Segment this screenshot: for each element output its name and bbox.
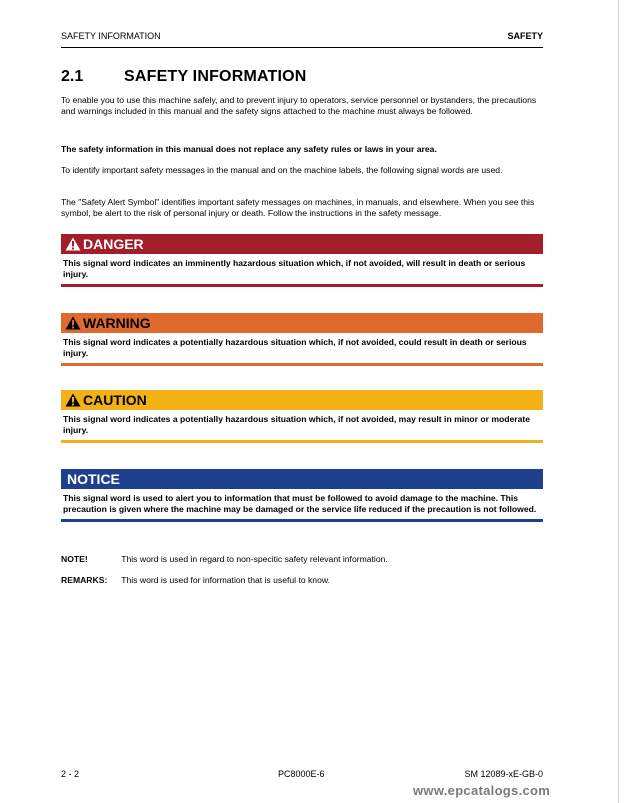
note-text: This word is used in regard to non-specitic safety relevant information. [121, 554, 388, 564]
danger-header [61, 234, 543, 254]
remarks-row [61, 575, 330, 585]
warning-header [61, 313, 543, 333]
laws-notice-paragraph: The safety information in this manual does not replace any safety rules or laws in your area. [61, 144, 437, 154]
document-number: SM 12089-xE-GB-0 [464, 769, 543, 779]
warning-triangle-icon [65, 393, 81, 407]
warning-label: WARNING [83, 315, 151, 331]
note-key: NOTE! [61, 554, 88, 564]
warning-block [61, 313, 543, 366]
caution-rule [61, 440, 543, 443]
note-row [61, 554, 388, 564]
running-header-right: SAFETY [507, 31, 543, 41]
notice-text: This signal word is used to alert you to information that must be followed to avoid damage to the machine. This precaution is given where the machine may be damaged or the service life reduced if the precaution is not followed. [63, 493, 537, 514]
danger-rule [61, 284, 543, 287]
caution-block [61, 390, 543, 443]
danger-block [61, 234, 543, 287]
section-title: SAFETY INFORMATION [124, 68, 307, 85]
running-header-left: SAFETY INFORMATION [61, 31, 161, 41]
header-divider [61, 47, 543, 48]
warning-triangle-icon [65, 316, 81, 330]
notice-rule [61, 519, 543, 522]
warning-rule [61, 363, 543, 366]
remarks-key: REMARKS: [61, 575, 108, 585]
signal-words-paragraph: To identify important safety messages in the manual and on the machine labels, the following signal words are used. [61, 165, 503, 175]
watermark: www.epcatalogs.com [413, 783, 551, 798]
warning-text: This signal word indicates a potentially hazardous situation which, if not avoided, could result in death or serious injury. [63, 337, 527, 358]
notice-header [61, 469, 543, 489]
notice-label: NOTICE [67, 471, 120, 487]
caution-text: This signal word indicates a potentially hazardous situation which, if not avoided, may result in minor or moderate injury. [63, 414, 531, 435]
section-number: 2.1 [61, 68, 84, 85]
caution-label: CAUTION [83, 392, 147, 408]
intro-paragraph: To enable you to use this machine safely, and to prevent injury to operators, service personnel or bystanders, the precautions and warnings included in this manual and the safety signs attached to the machine must always be followed. [61, 95, 537, 116]
danger-text: This signal word indicates an imminently hazardous situation which, if not avoided, will result in death or serious injury. [63, 258, 526, 279]
danger-label: DANGER [83, 236, 144, 252]
page-number: 2 - 2 [61, 769, 80, 779]
model-number: PC8000E-6 [278, 769, 325, 779]
caution-header [61, 390, 543, 410]
notice-block [61, 469, 543, 522]
alert-symbol-paragraph: The "Safety Alert Symbol" identifies important safety messages on machines, in manuals, and elsewhere. When you see this symbol, be alert to the risk of personal injury or death. Follow the instructions in the safety message. [61, 197, 535, 218]
remarks-text: This word is used for information that is useful to know. [121, 575, 330, 585]
warning-triangle-icon [65, 237, 81, 251]
page-edge [618, 0, 619, 803]
